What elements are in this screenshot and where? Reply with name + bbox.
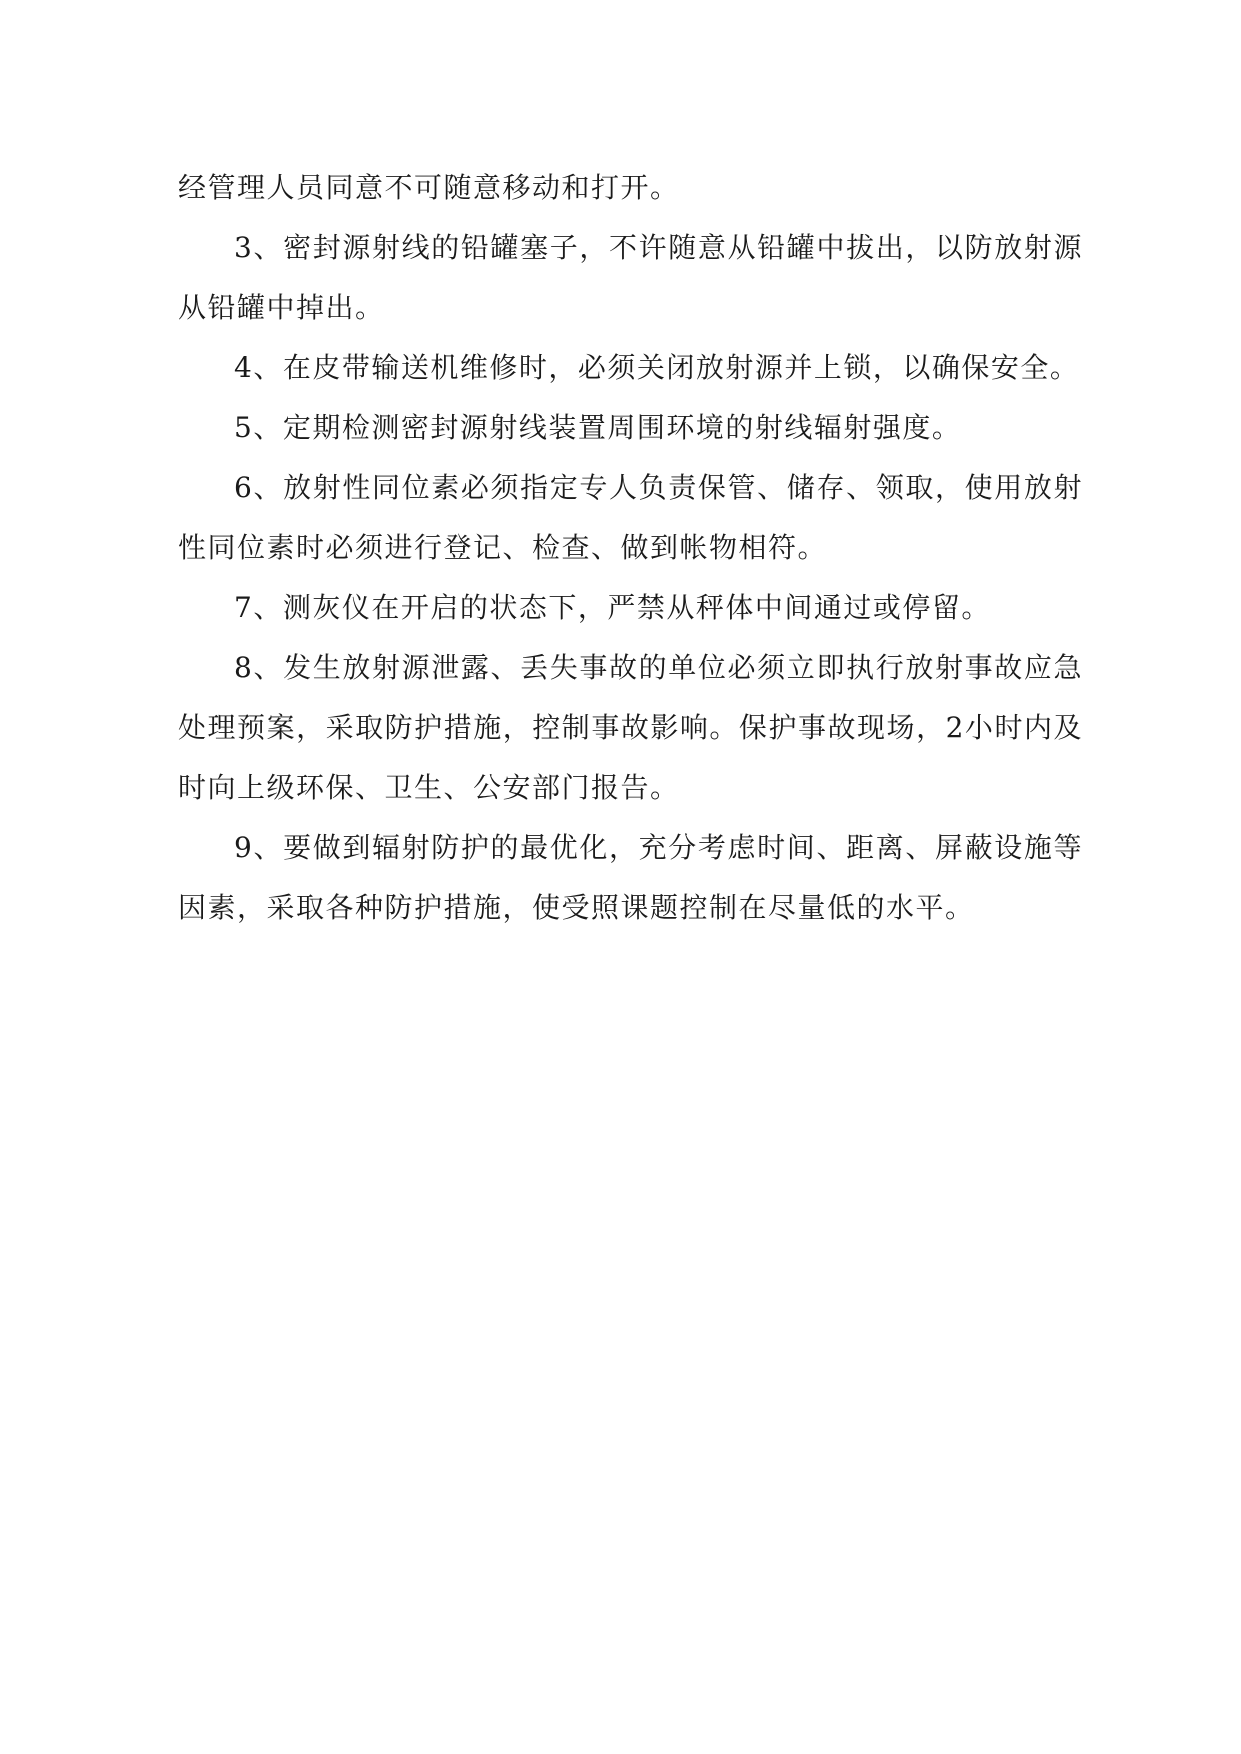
paragraph-item-7: 7、测灰仪在开启的状态下，严禁从秤体中间通过或停留。: [234, 591, 991, 624]
paragraph-item-9: 9、要做到辐射防护的最优化，充分考虑时间、距离、屏蔽设施等因素，采取各种防护措施，使受照课题控制在尽量低的水平。: [178, 831, 1083, 924]
paragraph-item-6: 6、放射性同位素必须指定专人负责保管、储存、领取，使用放射性同位素时必须进行登记、检查、做到帐物相符。: [178, 471, 1083, 564]
paragraph-item-4: 4、在皮带输送机维修时，必须关闭放射源并上锁，以确保安全。: [234, 351, 1080, 384]
paragraph-item-3: 3、密封源射线的铅罐塞子，不许随意从铅罐中拔出，以防放射源从铅罐中掉出。: [178, 231, 1083, 324]
paragraph-item-8: 8、发生放射源泄露、丢失事故的单位必须立即执行放射事故应急处理预案，采取防护措施，控制事故影响。保护事故现场，2小时内及时向上级环保、卫生、公安部门报告。: [178, 651, 1083, 804]
document-body: [178, 158, 1083, 938]
paragraph-continuation: 经管理人员同意不可随意移动和打开。: [178, 171, 680, 204]
paragraph-item-5: 5、定期检测密封源射线装置周围环境的射线辐射强度。: [234, 411, 962, 444]
